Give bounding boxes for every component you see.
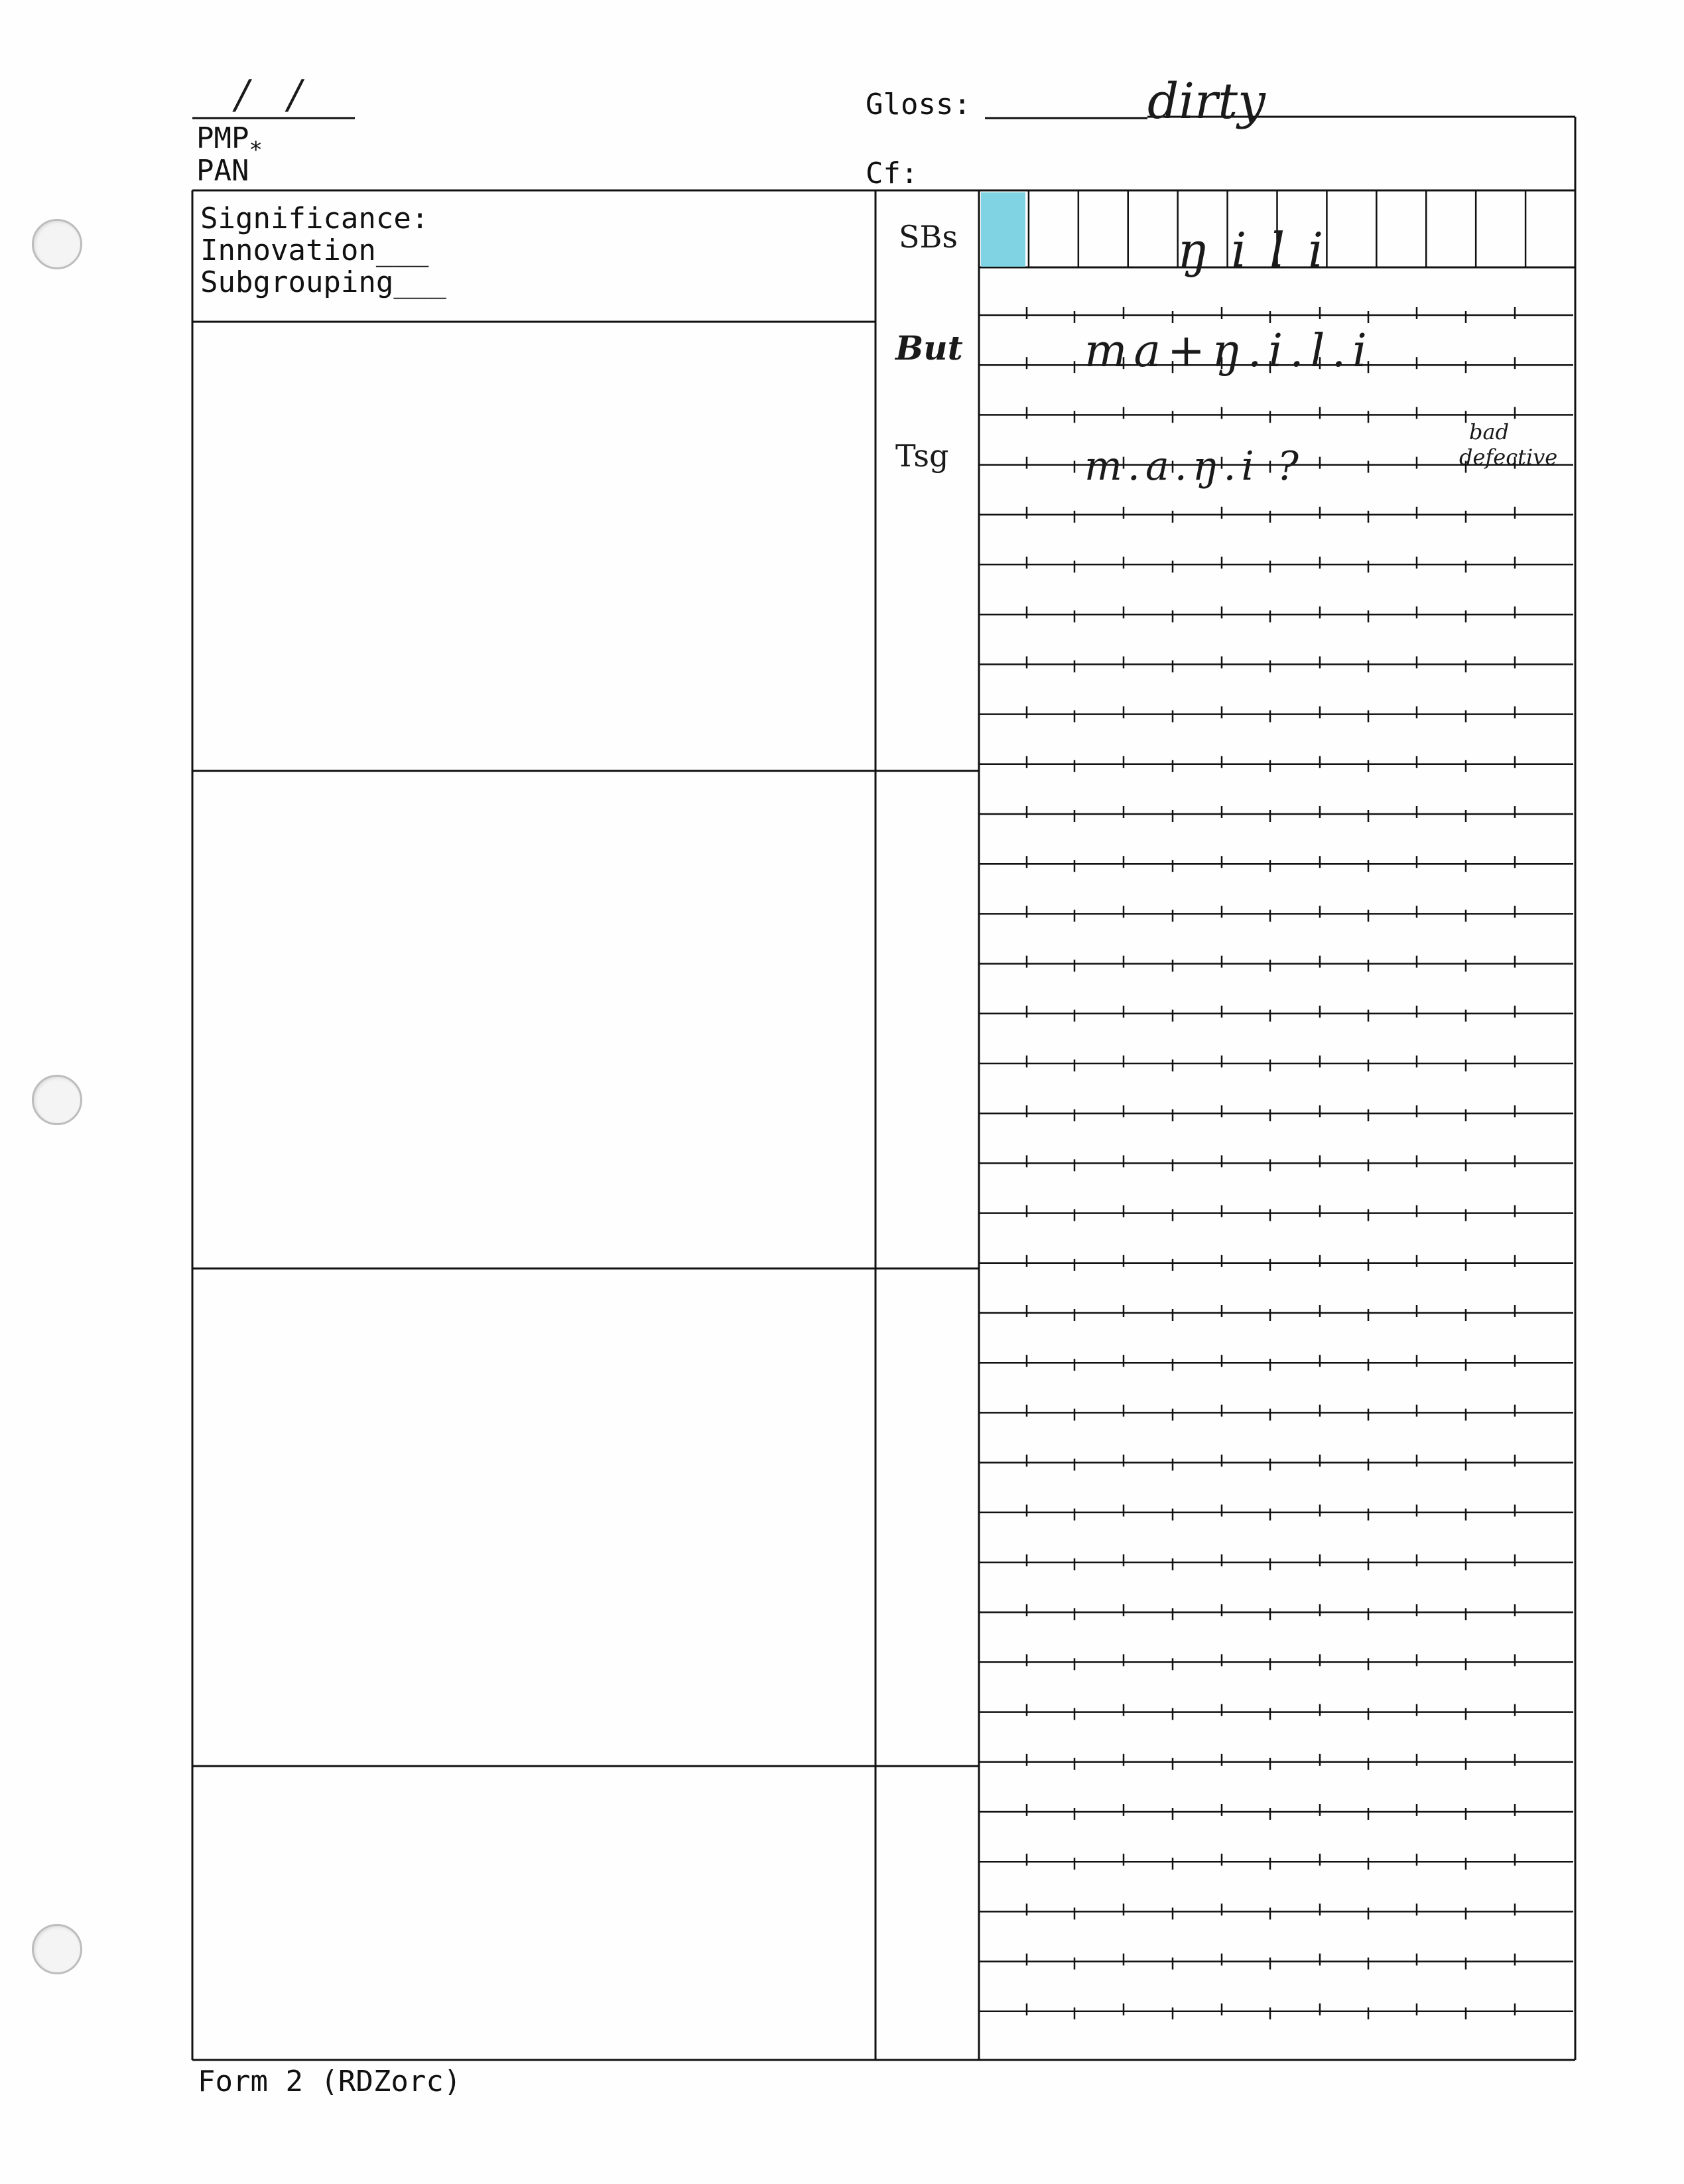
pmp-asterisk: * <box>249 137 263 163</box>
form-sbs: ŋ i l i <box>1177 222 1328 278</box>
date-marks: / / <box>235 72 315 118</box>
gloss-label: Gloss: <box>866 88 971 121</box>
tsg-note-defective: defective <box>1459 444 1558 470</box>
form-tsg: m.a.ŋ.i ? <box>1084 443 1304 490</box>
form-but: ma+ŋ.i.l.i <box>1084 325 1374 377</box>
language-code-sbs: SBs <box>899 219 958 255</box>
cf-label: Cf: <box>866 157 919 190</box>
language-code-tsg: Tsg <box>895 438 949 474</box>
tsg-note-bad: bad <box>1469 419 1510 444</box>
form-footer-label: Form 2 (RDZorc) <box>198 2065 462 2098</box>
innovation-label: Innovation___ <box>200 234 429 267</box>
subgrouping-label: Subgrouping___ <box>200 265 446 299</box>
highlight-cell <box>981 192 1025 267</box>
pan-label: PAN <box>196 154 249 188</box>
gloss-value: dirty <box>1147 73 1265 130</box>
language-code-but: But <box>895 328 963 368</box>
pmp-text: PMP <box>196 121 249 155</box>
significance-title: Significance: <box>200 202 429 236</box>
pmp-label <box>196 121 263 163</box>
